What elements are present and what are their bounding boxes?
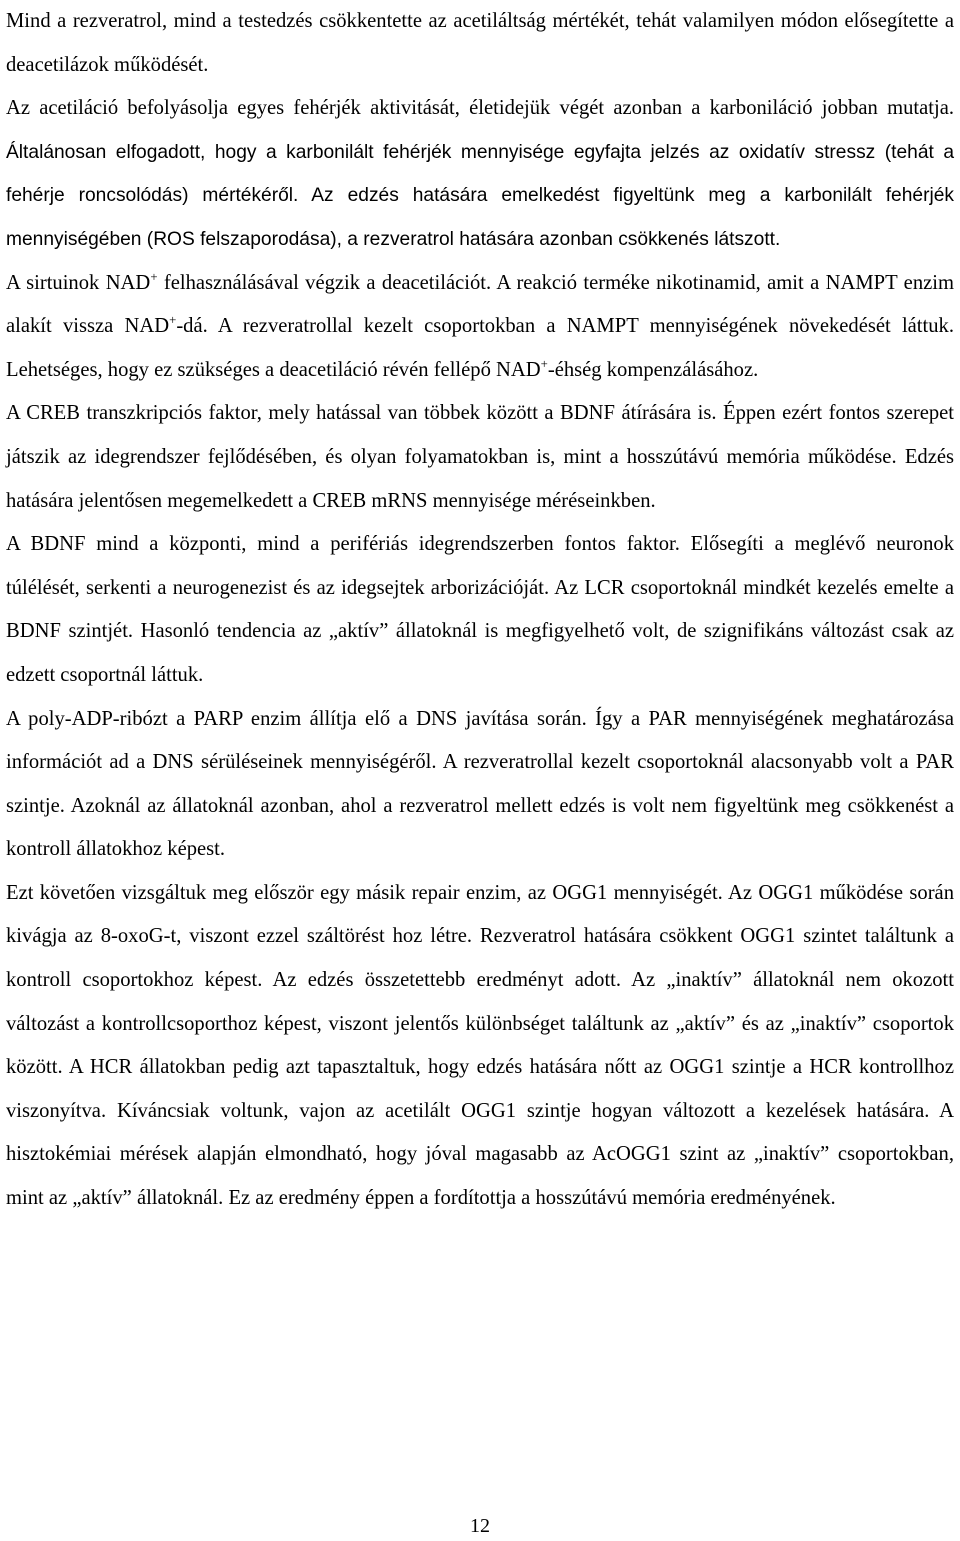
page-number: 12 — [470, 1515, 490, 1537]
text-run: A sirtuinok NAD — [6, 271, 151, 294]
text-run: A poly-ADP-ribózt a PARP enzim állítja elő a DNS javítása során. Így a PAR mennyiségének meghatározása információt ad a DNS sérüléseinek mennyiségéről. A rezveratrollal kezelt csoportoknál alacsonyabb volt a PAR szintje. Azoknál az állatoknál azonban, ahol a rezveratrol mellett edzés is volt nem figyeltünk meg csökkenést a kontroll állatokhoz képest. — [6, 707, 954, 861]
text-run: Mind a rezveratrol, mind a testedzés csökkentette az acetiláltság mértékét, tehát valamilyen módon elősegítette a deacetilázok működését. — [6, 10, 954, 76]
paragraph-p6 — [6, 698, 954, 872]
text-run: A CREB transzkripciós faktor, mely hatással van többek között a BDNF átírására is. Éppen ezért fontos szerepet játszik az idegrendszer fejlődésében, és olyan folyamatokban is, mint a hosszútávú memória működése. Edzés hatására jelentősen megemelkedett a CREB mRNS mennyisége méréseinkben. — [6, 402, 954, 512]
document-page — [6, 0, 954, 1221]
text-run: Az acetiláció befolyásolja egyes fehérjék aktivitását, életidejük végét azonban a karboniláció jobban mutatja. — [6, 97, 954, 120]
superscript-plus: + — [540, 356, 548, 371]
paragraph-p2 — [6, 87, 954, 261]
paragraph-p5 — [6, 523, 954, 697]
paragraph-p1 — [6, 0, 954, 87]
superscript-plus: + — [169, 313, 177, 328]
text-run: felhasználásával végzik a deacetilációt. A reakció terméke nikotinamid, amit a NAMPT enzim alakít vissza NAD — [6, 271, 954, 338]
text-run: Ezt követően vizsgáltuk meg először egy másik repair enzim, az OGG1 mennyiségét. Az OGG1 működése során kivágja az 8-oxoG-t, viszont ezzel száltörést hoz létre. Rezveratrol hatására csökkent OGG1 szintet találtunk a kontroll csoportokhoz képest. Az edzés összetettebb eredményt adott. Az „inaktív” állatoknál nem okozott változást a kontrollcsoporthoz képest, viszont jelentős különbséget találtunk az „aktív” és az „inaktív” csoportok között. A HCR állatokban pedig azt tapasztaltuk, hogy edzés hatására nőtt az OGG1 szintje a HCR kontrollhoz viszonyítva. Kíváncsiak voltunk, vajon az acetilált OGG1 szintje hogyan változott a kezelések hatására. A hisztokémiai mérések alapján elmondható, hogy jóval magasabb az AcOGG1 szint az „inaktív” csoportokban, mint az „aktív” állatoknál. Ez az eredmény éppen a fordítottja a hosszútávú memória eredményének. — [6, 881, 954, 1210]
paragraph-p7 — [6, 872, 954, 1221]
paragraph-p4 — [6, 392, 954, 523]
superscript-plus: + — [150, 269, 158, 284]
text-run: -dá. A rezveratrollal kezelt csoportokban a NAMPT mennyiségének növekedését láttuk. Lehetséges, hogy ez szükséges a deacetiláció révén fellépő NAD — [6, 315, 954, 381]
paragraph-p3 — [6, 262, 954, 393]
text-run: A BDNF mind a központi, mind a perifériás idegrendszerben fontos faktor. Elősegíti a meglévő neuronok túlélését, serkenti a neurogenezist és az idegsejtek arborizációját. Az LCR csoportoknál mindkét kezelés emelte a BDNF szintjét. Hasonló tendencia az „aktív” állatoknál is megfigyelhető volt, de szignifikáns változást csak az edzett csoportnál láttuk. — [6, 533, 954, 686]
text-run: -éhség kompenzálásához. — [547, 358, 759, 381]
text-run: Általánosan elfogadott, hogy a karbonilált fehérjék mennyisége egyfajta jelzés az oxidatív stressz (tehát a fehérje roncsolódás) mértékéről. Az edzés hatására emelkedést figyeltünk meg a karbonilált fehérjék mennyiségében (ROS felszaporodása), a rezveratrol hatására azonban csökkenés látszott. — [6, 141, 954, 250]
